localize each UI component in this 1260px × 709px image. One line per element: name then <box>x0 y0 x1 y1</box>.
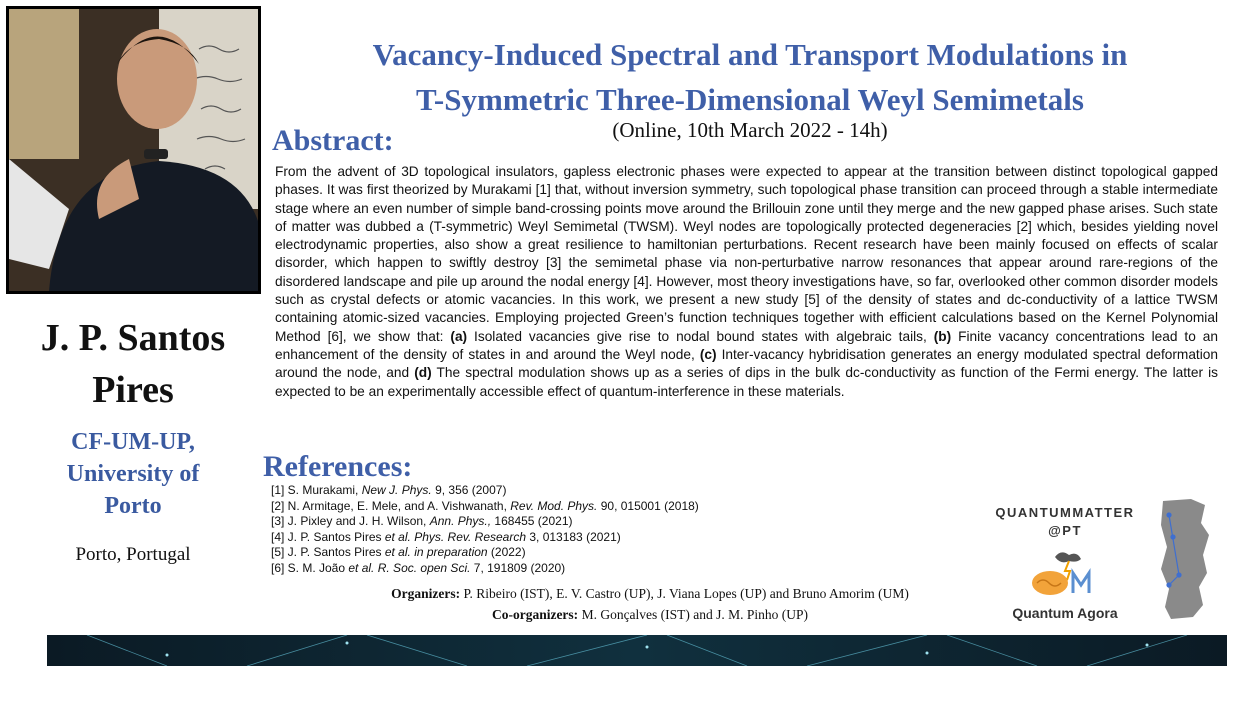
organizers-names: P. Ribeiro (IST), E. V. Castro (UP), J. Viana Lopes (UP) and Bruno Amorim (UM) <box>460 586 909 601</box>
reference-journal: Rev. Mod. Phys. <box>510 498 598 513</box>
reference-item <box>271 530 971 546</box>
reference-journal: et al. R. Soc. open Sci. <box>348 560 471 575</box>
reference-item <box>271 483 971 499</box>
speaker-name <box>8 312 258 416</box>
reference-post: 9, 356 (2007) <box>431 483 507 497</box>
quantum-agora-label: Quantum Agora <box>1012 605 1118 621</box>
co-organizers-names: M. Gonçalves (IST) and J. M. Pinho (UP) <box>578 607 809 622</box>
reference-journal: et al. Phys. Rev. Research <box>384 529 527 544</box>
affiliation-line2: University of <box>66 461 200 487</box>
talk-title <box>300 32 1200 122</box>
qm-logo-line1: QUANTUMMATTER <box>995 505 1135 520</box>
abstract-mark-a: (a) <box>450 328 468 344</box>
reference-item <box>271 499 971 515</box>
abstract-part-1: From the advent of 3D topological insulators, gapless electronic phases were expected to appear at the transition between distinct topological gapped phases. It was first theorized by Murakami [1] that, without inversion symmetry, such topological phase transition can proceed through a stable intermediate stage where an even number of simple band-crossing points move around the Brillouin zone until they merge and the new gapped phase arises. Such state of matter was dubbed a (T-symmetric) Weyl Semimetal (TWSM). Weyl nodes are topologically protected degeneracies [2] which, besides yielding novel electrodynamic properties, also show a great resilience to hamiltonian perturbations. Recent research have been mainly focused on effects of scalar disorder, which happen to swiftly destroy [3] the semimetal phase via non-perturbative narrow resonances that appear around rare-regions of the disordered landscape and pile up around the nodal energy [4]. However, most theory investigations have, so far, overlooked other common disorder models such as crystal defects or atomic vacancies. In this work, we present a new study [5] of the density of states and dc-conductivity of a lattice TWSM containing atomic-sized vacancies. Employing projected Green’s function techniques together with efficient calculations based on the Kernel Polynomial Method [6], we show that: <box>275 164 1218 344</box>
reference-post: (2022) <box>487 545 526 560</box>
speaker-affiliation <box>8 426 258 522</box>
speaker-location: Porto, Portugal <box>75 544 191 565</box>
quantum-matter-logo <box>985 505 1145 625</box>
reference-post: 90, 015001 (2018) <box>597 498 699 513</box>
talk-title-line2: T-Symmetric Three-Dimensional Weyl Semimetals <box>416 82 1084 117</box>
abstract-mark-b: (b) <box>933 328 952 344</box>
reference-journal: New J. Phys. <box>361 483 432 497</box>
organizers-line <box>290 583 1010 604</box>
portugal-map-icon <box>1145 497 1215 622</box>
reference-pre: [4] J. P. Santos Pires <box>271 529 385 544</box>
references-heading: References: <box>263 450 413 483</box>
speaker-photo <box>6 6 261 294</box>
reference-pre: [1] S. Murakami, <box>271 483 362 497</box>
references-list <box>271 483 971 577</box>
reference-post: 7, 191809 (2020) <box>470 560 566 575</box>
speaker-name-line1: J. P. Santos <box>40 317 226 359</box>
co-organizers-line <box>290 604 1010 625</box>
reference-pre: [5] J. P. Santos Pires <box>271 545 385 560</box>
reference-item <box>271 514 971 530</box>
reference-pre: [6] S. M. João <box>271 560 349 575</box>
abstract-mark-d: (d) <box>414 365 432 381</box>
abstract-part-3: Finite vacancy concentrations lead to an enhancement of the density of states in and around the Weyl node, <box>275 328 1218 362</box>
organizers-label: Organizers: <box>391 586 461 601</box>
reference-item <box>271 545 971 561</box>
qm-logo-line2: @PT <box>1048 523 1082 538</box>
abstract-heading: Abstract: <box>272 124 394 157</box>
co-organizers-label: Co-organizers: <box>491 607 579 622</box>
speaker-name-line2: Pires <box>92 369 174 411</box>
abstract-text <box>275 163 1218 401</box>
affiliation-line3: Porto <box>104 493 162 519</box>
talk-title-line1: Vacancy-Induced Spectral and Transport Modulations in <box>372 37 1128 72</box>
quantum-agora-icon <box>1025 549 1105 599</box>
reference-journal: et al. in preparation <box>384 545 488 560</box>
abstract-part-2: Isolated vacancies give rise to nodal bound states with algebraic tails, <box>467 328 934 344</box>
organizers <box>290 583 1010 625</box>
abstract-mark-c: (c) <box>699 346 717 362</box>
reference-post: 168455 (2021) <box>491 514 573 529</box>
network-banner <box>47 635 1227 666</box>
affiliation-line1: CF-UM-UP, <box>71 429 195 455</box>
reference-item <box>271 561 971 577</box>
reference-pre: [2] N. Armitage, E. Mele, and A. Vishwanath, <box>271 498 511 513</box>
talk-date: (Online, 10th March 2022 - 14h) <box>612 118 888 142</box>
abstract-part-4: Inter-vacancy hybridisation generates an energy modulated spectral deformation around the node, and <box>275 346 1218 381</box>
reference-post: 3, 013183 (2021) <box>526 529 621 544</box>
reference-journal: Ann. Phys., <box>429 514 492 529</box>
reference-pre: [3] J. Pixley and J. H. Wilson, <box>271 514 430 529</box>
abstract-part-5: The spectral modulation shows up as a series of dips in the bulk dc-conductivity as function of the Fermi energy. The latter is expected to be an experimentally accessible effect of quantum-interference in these materials. <box>275 365 1218 399</box>
